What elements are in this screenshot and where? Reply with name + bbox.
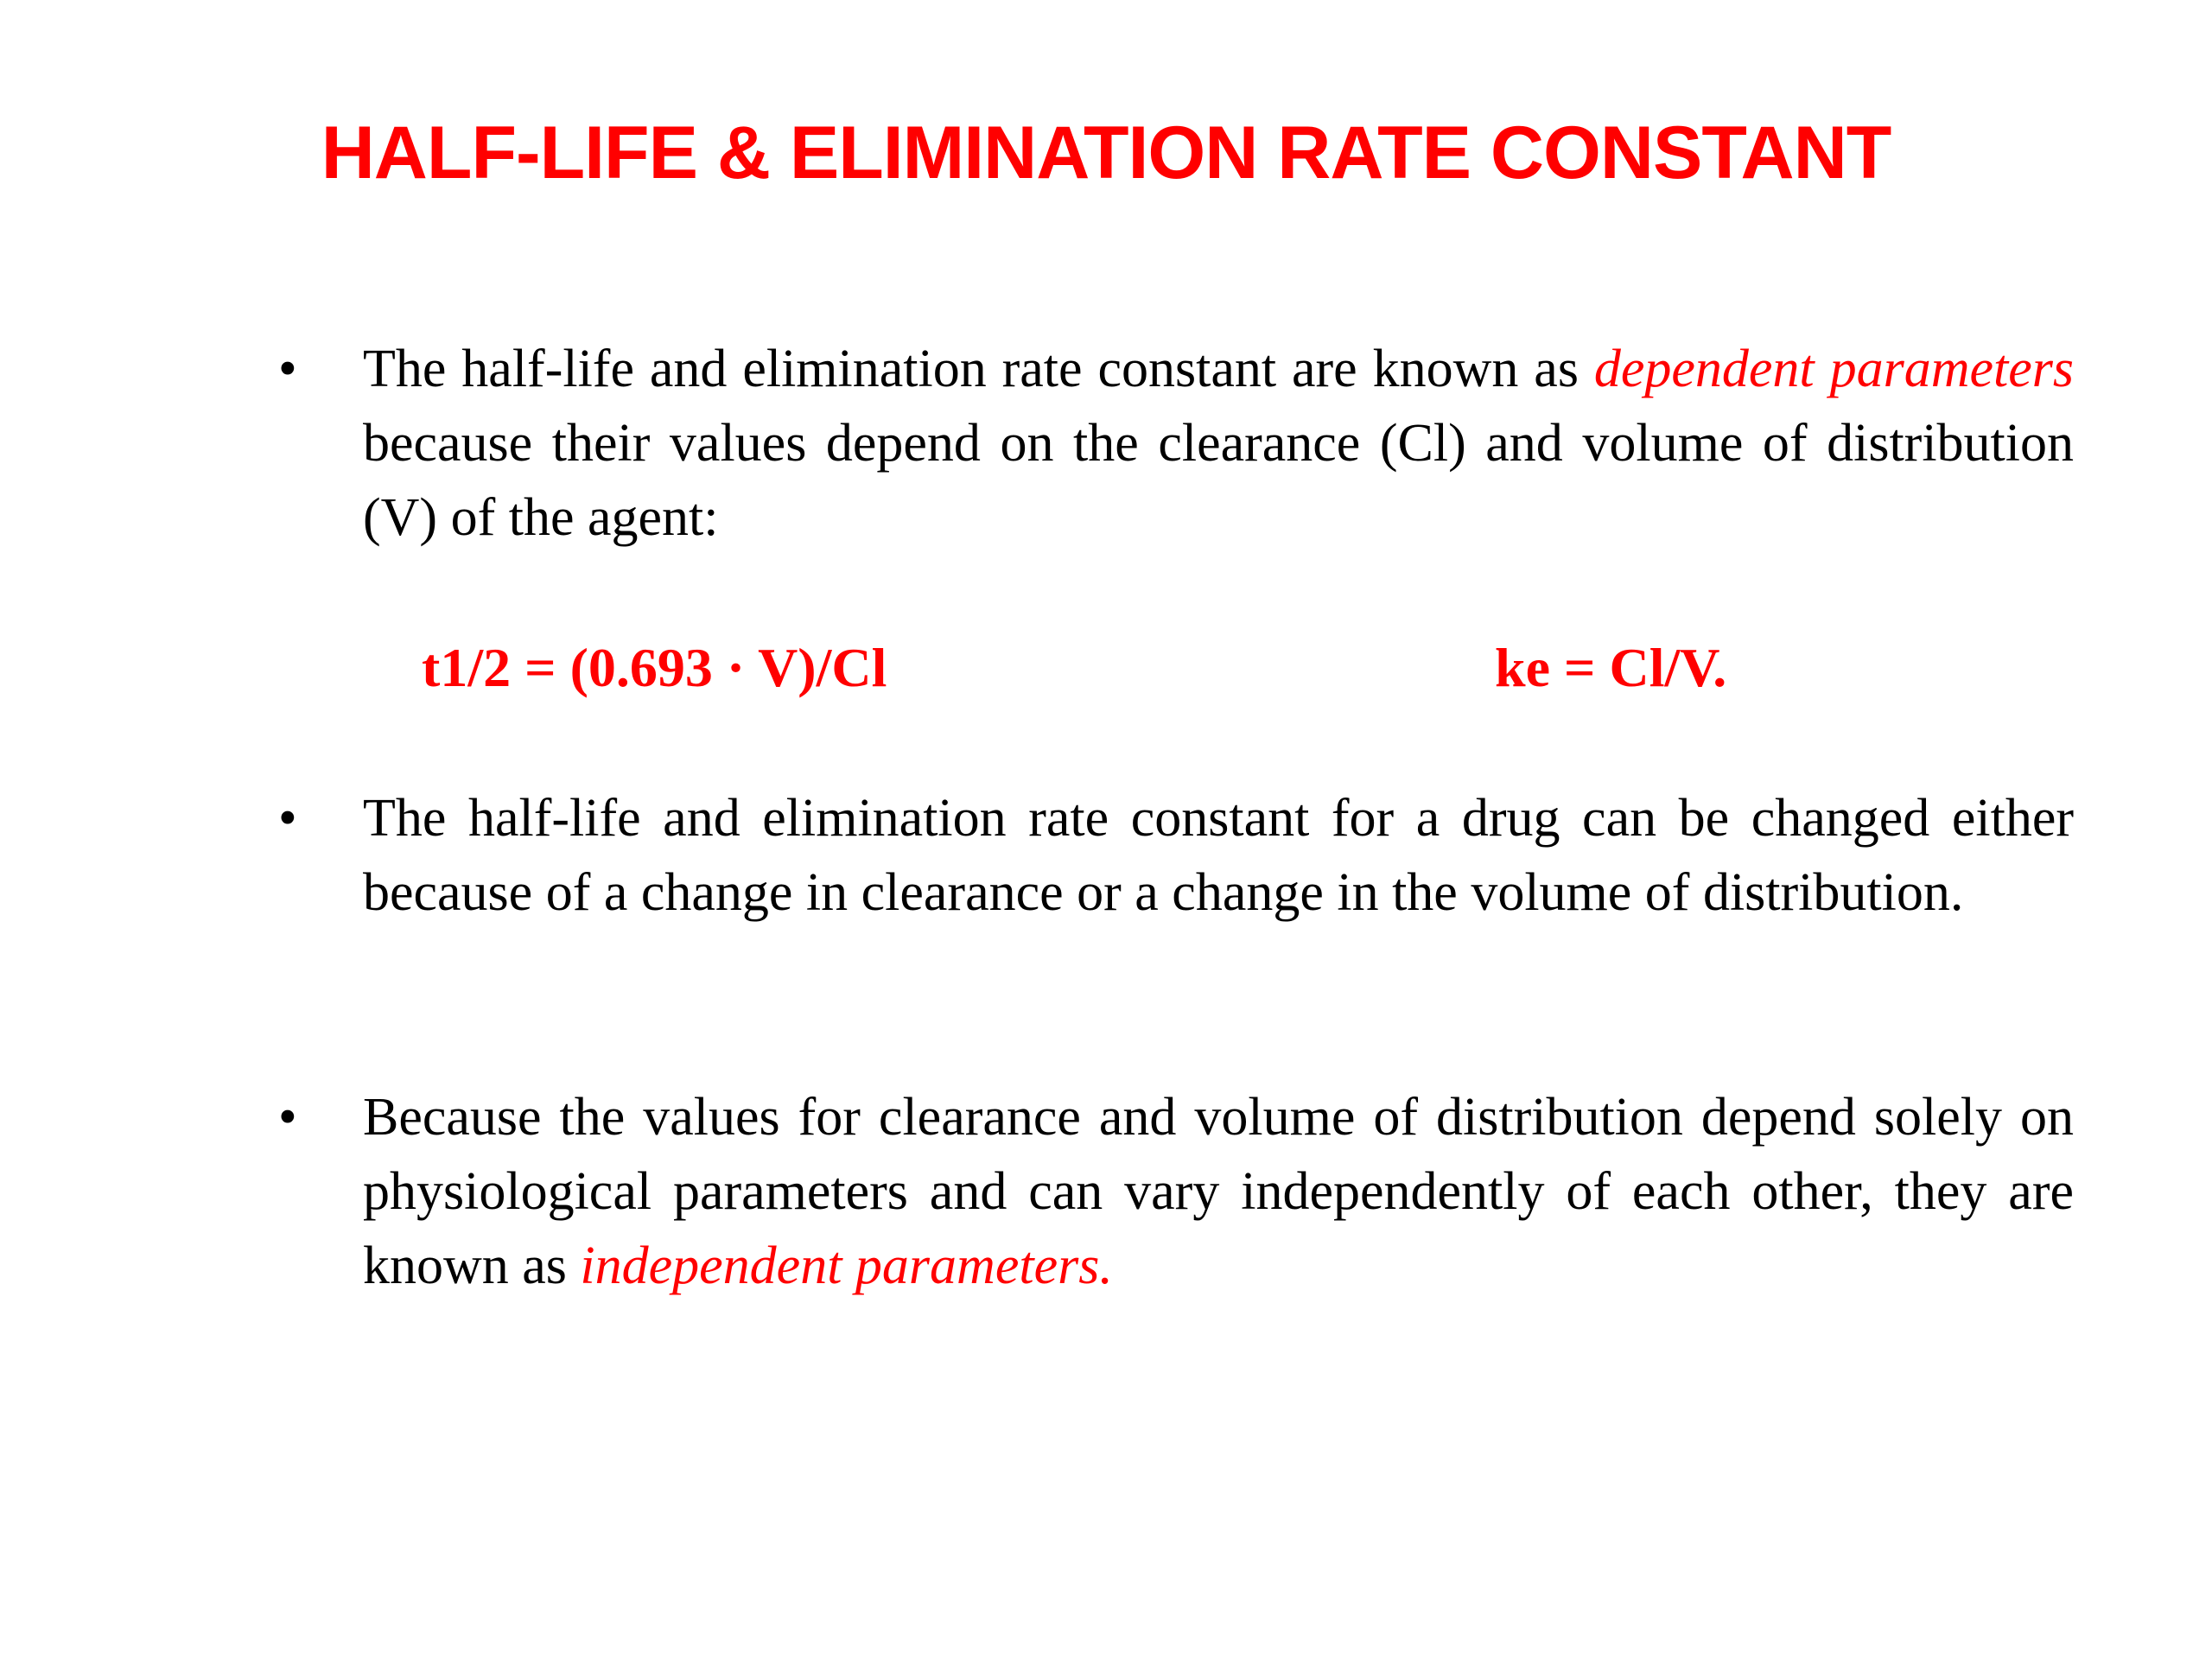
bullet-text: The half-life and elimination rate constant are known as <box>363 340 1594 398</box>
bullet-dependent-parameters <box>363 332 2074 555</box>
slide-title: HALF-LIFE & ELIMINATION RATE CONSTANT <box>321 111 1891 194</box>
bullet-marker: • <box>278 789 297 848</box>
highlight-dependent-parameters: dependent parameters <box>1593 340 2074 398</box>
formula-half-life: t1/2 = (0.693 · V)/Cl <box>422 637 887 698</box>
bullet-marker: • <box>278 340 297 398</box>
bullet-independent-parameters <box>363 1080 2074 1303</box>
highlight-independent-parameters: independent parameters <box>580 1236 1100 1295</box>
bullet-text: . <box>1099 1236 1113 1295</box>
bullet-change-in-parameters: The half-life and elimination rate constant for a drug can be changed either because of a change in clearance or a change in the volume of distribution. <box>363 789 2074 922</box>
bullet-text: because their values depend on the clearance (Cl) and volume of distribution (V) of the agent: <box>363 414 2074 547</box>
bullet-text: Because the values for clearance and volume of distribution depend solely on physiological parameters and can vary independently of each other, they are known as <box>363 1088 2074 1295</box>
bullet-marker: • <box>278 1088 297 1147</box>
formula-elimination-rate: ke = Cl/V. <box>1495 637 1727 698</box>
